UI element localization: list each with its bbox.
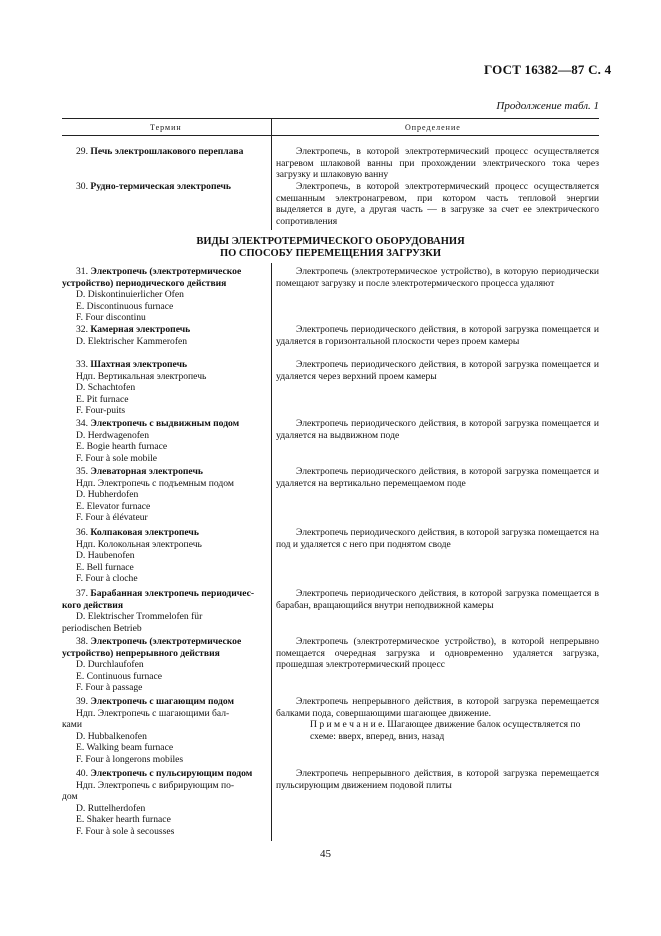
term-31: 31. Электропечь (электротермическое устройство) периодического действия D. Diskontinuierlicher Ofen E. Discontinuous furnace F. Four discontinu — [62, 266, 268, 324]
term-32: 32. Камерная электропечь D. Elektrischer Kammerofen — [62, 324, 268, 347]
column-header-term: Термин — [150, 123, 182, 132]
definition-40: Электропечь непрерывного действия, в которой загрузка перемещается пульсирующим движением подовой плиты — [276, 768, 599, 791]
term-36: 36. Колпаковая электропечь Ндп. Колокольная электропечь D. Haubenofen E. Bell furnace F. Four à cloche — [62, 527, 268, 585]
term-39: 39. Электропечь с шагающим подом Ндп. Электропечь с шагающими бал- ками D. Hubbalkenofen E. Walking beam furnace F. Four à longerons mobiles — [62, 696, 268, 766]
deprecated-term: Ндп. Колокольная электропечь — [76, 538, 202, 550]
deprecated-term: Ндп. Электропечь с вибрирующим по- — [76, 779, 235, 791]
french-equivalent: F. Four à sole à secousses — [76, 825, 175, 837]
section-title-line2: ПО СПОСОБУ ПЕРЕМЕЩЕНИЯ ЗАГРУЗКИ — [219, 248, 442, 259]
column-divider-lower — [271, 263, 272, 841]
french-equivalent: F. Four à passage — [76, 682, 143, 694]
term-name: Рудно-термическая электропечь — [90, 181, 231, 192]
term-34: 34. Электропечь с выдвижным подом D. Herdwagenofen E. Bogie hearth furnace F. Four à sole mobile — [62, 418, 268, 464]
term-name: Печь электрошлакового переплава — [90, 146, 244, 157]
note-label: П р и м е ч а н и е. — [310, 719, 385, 730]
table-header-rule — [62, 135, 599, 136]
definition-39: Электропечь непрерывного действия, в которой загрузка перемещается балками пода, совершающими шагающее движение. — [276, 696, 599, 719]
term-30 — [62, 181, 268, 193]
english-equivalent: E. Elevator furnace — [76, 500, 151, 512]
english-equivalent: E. Shaker hearth furnace — [76, 814, 171, 826]
definition-33: Электропечь периодического действия, в которой загрузка помещается и удаляется через верхний проем камеры — [276, 359, 599, 382]
definition-31: Электропечь (электротермическое устройство), в которую периодически помещают загрузку и после электротермического процесса удаляют — [276, 266, 599, 289]
french-equivalent: F. Four à sole mobile — [76, 452, 158, 464]
document-number: ГОСТ 16382—87 С. 4 — [484, 62, 612, 77]
deprecated-term: Ндп. Электропечь с подъемным подом — [76, 477, 234, 489]
term-number: 29. — [76, 146, 88, 157]
french-equivalent: F. Four à élévateur — [76, 512, 148, 524]
french-equivalent: F. Four-puits — [76, 405, 126, 417]
german-equivalent: D. Diskontinuierlicher Ofen — [76, 289, 184, 301]
german-equivalent: D. Herdwagenofen — [76, 429, 149, 441]
german-equivalent: D. Haubenofen — [76, 550, 135, 562]
german-equivalent: D. Hubherdofen — [76, 489, 139, 501]
definition-36: Электропечь периодического действия, в которой загрузка помещается на под и удаляется с него при поднятом своде — [276, 527, 599, 550]
note-39 — [276, 719, 599, 742]
definition-34: Электропечь периодического действия, в которой загрузка помещается и удаляется на выдвижном поде — [276, 418, 599, 441]
deprecated-term: Ндп. Электропечь с шагающими бал- — [76, 707, 230, 719]
german-equivalent: D. Elektrischer Trommelofen für — [76, 611, 203, 623]
german-equivalent-cont: periodischen Betrieb — [62, 622, 142, 634]
deprecated-term-cont: дом — [62, 791, 78, 803]
section-title — [62, 236, 599, 260]
term-29 — [62, 146, 268, 158]
deprecated-term-cont: ками — [62, 719, 82, 731]
term-33: 33. Шахтная электропечь Ндп. Вертикальная электропечь D. Schachtofen E. Pit furnace F. Four-puits — [62, 359, 268, 417]
definition-35: Электропечь периодического действия, в которой загрузка помещается и удаляется на вертикально перемещаемом поде — [276, 466, 599, 489]
deprecated-term: Ндп. Вертикальная электропечь — [76, 370, 207, 382]
french-equivalent: F. Four à cloche — [76, 573, 138, 585]
french-equivalent: F. Four discontinu — [76, 312, 146, 324]
term-number: 30. — [76, 181, 88, 192]
column-divider-upper — [271, 135, 272, 230]
definition-30: Электропечь, в которой электротермический процесс осуществляется смешанным электронагревом, при котором часть тепловой энергии выделяется в дуге, а другая часть — в загрузке за счет ее электрического сопротивления — [276, 181, 599, 227]
term-37: 37. Барабанная электропечь периодичес- кого действия D. Elektrischer Trommelofen für periodischen Betrieb — [62, 588, 268, 634]
section-title-line1: ВИДЫ ЭЛЕКТРОТЕРМИЧЕСКОГО ОБОРУДОВАНИЯ — [196, 236, 465, 247]
english-equivalent: E. Pit furnace — [76, 393, 129, 405]
german-equivalent: D. Durchlaufofen — [76, 659, 144, 671]
term-38: 38. Электропечь (электротермическое устройство) непрерывного действия D. Durchlaufofen E. Continuous furnace F. Four à passage — [62, 636, 268, 694]
definition-37: Электропечь периодического действия, в которой загрузка помещается в барабан, вращающийся внутри неподвижной камеры — [276, 588, 599, 611]
note-text: Шагающее движение балок осуществляется по схеме: вверх, вперед, вниз, назад — [310, 719, 581, 742]
definition-32: Электропечь периодического действия, в которой загрузка помещается и удаляется в горизонтальной плоскости через проем камеры — [276, 324, 599, 347]
english-equivalent: E. Bell furnace — [76, 561, 134, 573]
english-equivalent: E. Walking beam furnace — [76, 742, 174, 754]
german-equivalent: D. Ruttelherdofen — [76, 802, 146, 814]
german-equivalent: D. Elektrischer Kammerofen — [76, 335, 188, 347]
term-35: 35. Элеваторная электропечь Ндп. Электропечь с подъемным подом D. Hubherdofen E. Elevator furnace F. Four à élévateur — [62, 466, 268, 524]
german-equivalent: D. Schachtofen — [76, 382, 136, 394]
table-top-rule — [62, 118, 599, 119]
definition-29: Электропечь, в которой электротермический процесс осуществляется нагревом шлаковой ванны при прохождении электрического тока через загрузку и шлаковую ванну — [276, 146, 599, 181]
definition-38: Электропечь (электротермическое устройство), в которой непрерывно помещается очередная загрузка и одновременно удаляется загрузка, прошедшая электротермический процесс — [276, 636, 599, 671]
german-equivalent: D. Hubbalkenofen — [76, 730, 147, 742]
english-equivalent: E. Discontinuous furnace — [76, 300, 174, 312]
french-equivalent: F. Four à longerons mobiles — [76, 753, 184, 765]
english-equivalent: E. Bogie hearth furnace — [76, 441, 168, 453]
english-equivalent: E. Continuous furnace — [76, 670, 163, 682]
term-40: 40. Электропечь с пульсирующим подом Ндп. Электропечь с вибрирующим по- дом D. Ruttelherdofen E. Shaker hearth furnace F. Four à sole à secousses — [62, 768, 268, 838]
page-number: 45 — [320, 848, 331, 860]
continuation-label: Продолжение табл. 1 — [496, 100, 599, 112]
column-header-definition: Определение — [405, 123, 461, 132]
header-column-divider — [271, 118, 272, 135]
